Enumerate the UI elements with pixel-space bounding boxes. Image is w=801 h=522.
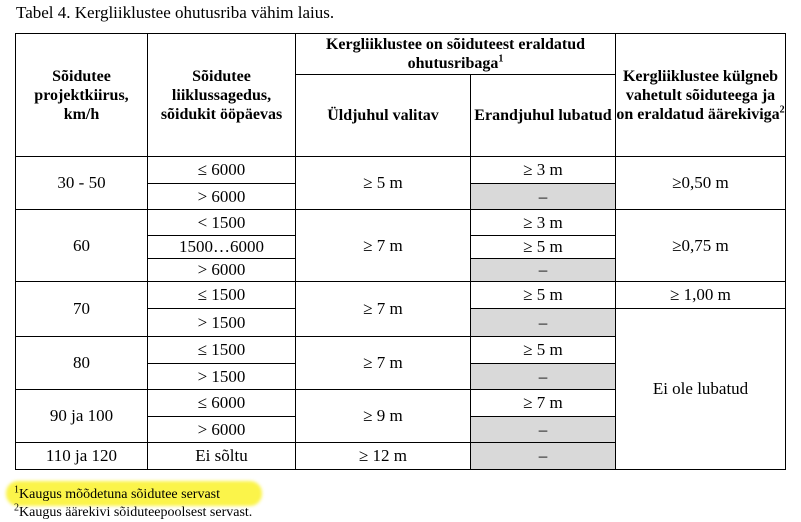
- general-cell: ≥ 7 m: [296, 210, 471, 282]
- traffic-cell: ≤ 1500: [148, 337, 296, 364]
- adjacent-cell: ≥ 1,00 m: [616, 282, 786, 309]
- table-row: [16, 210, 786, 236]
- speed-cell: 70: [16, 282, 148, 337]
- exceptional-cell: ≥ 3 m: [471, 157, 616, 184]
- traffic-cell: 1500…6000: [148, 236, 296, 259]
- exceptional-cell: ≥ 5 m: [471, 282, 616, 309]
- header-separated: Kergliiklustee on sõiduteest eraldatud ohutusribaga$^1$: [296, 34, 616, 75]
- exceptional-cell: –: [471, 184, 616, 210]
- traffic-cell: > 6000: [148, 184, 296, 210]
- header-traffic: Sõidutee liiklussagedus, sõidukit ööpäevas: [148, 34, 296, 157]
- table-caption: Tabel 4. Kergliiklustee ohutusriba vähim laius.: [16, 3, 335, 22]
- exceptional-cell: –: [471, 364, 616, 390]
- footnote-1: $^1$Kaugus mõõdetuna sõidutee servast: [14, 484, 221, 502]
- exceptional-cell: ≥ 5 m: [471, 236, 616, 259]
- speed-cell: 110 ja 120: [16, 443, 148, 470]
- speed-cell: 80: [16, 337, 148, 390]
- exceptional-cell: –: [471, 259, 616, 282]
- general-cell: ≥ 7 m: [296, 282, 471, 337]
- header-exceptional: Erandjuhul lubatud: [471, 75, 616, 157]
- exceptional-cell: ≥ 7 m: [471, 390, 616, 417]
- header-general: Üldjuhul valitav: [296, 75, 471, 157]
- general-cell: ≥ 12 m: [296, 443, 471, 470]
- speed-cell: 30 - 50: [16, 157, 148, 210]
- speed-cell: 90 ja 100: [16, 390, 148, 443]
- safety-strip-table: [15, 33, 786, 470]
- table-row: [16, 157, 786, 184]
- general-cell: ≥ 7 m: [296, 337, 471, 390]
- exceptional-cell: –: [471, 309, 616, 337]
- traffic-cell: > 1500: [148, 309, 296, 337]
- traffic-cell: > 1500: [148, 364, 296, 390]
- traffic-cell: ≤ 6000: [148, 390, 296, 417]
- exceptional-cell: –: [471, 443, 616, 470]
- exceptional-cell: ≥ 5 m: [471, 337, 616, 364]
- table-row: [16, 282, 786, 309]
- general-cell: ≥ 9 m: [296, 390, 471, 443]
- adjacent-cell: Ei ole lubatud: [616, 309, 786, 470]
- exceptional-cell: ≥ 3 m: [471, 210, 616, 236]
- traffic-cell: > 6000: [148, 259, 296, 282]
- traffic-cell: ≤ 6000: [148, 157, 296, 184]
- traffic-cell: < 1500: [148, 210, 296, 236]
- adjacent-cell: ≥0,75 m: [616, 210, 786, 282]
- speed-cell: 60: [16, 210, 148, 282]
- traffic-cell: ≤ 1500: [148, 282, 296, 309]
- exceptional-cell: –: [471, 417, 616, 443]
- header-adjacent: Kergliiklustee külgneb vahetult sõiduteega ja on eraldatud äärekiviga$^2$: [616, 34, 786, 157]
- footnote-2: $^2$Kaugus äärekivi sõiduteepoolsest servast.: [14, 502, 253, 520]
- traffic-cell: Ei sõltu: [148, 443, 296, 470]
- header-speed: Sõidutee projektkiirus, km/h: [16, 34, 148, 157]
- traffic-cell: > 6000: [148, 417, 296, 443]
- adjacent-cell: ≥0,50 m: [616, 157, 786, 210]
- general-cell: ≥ 5 m: [296, 157, 471, 210]
